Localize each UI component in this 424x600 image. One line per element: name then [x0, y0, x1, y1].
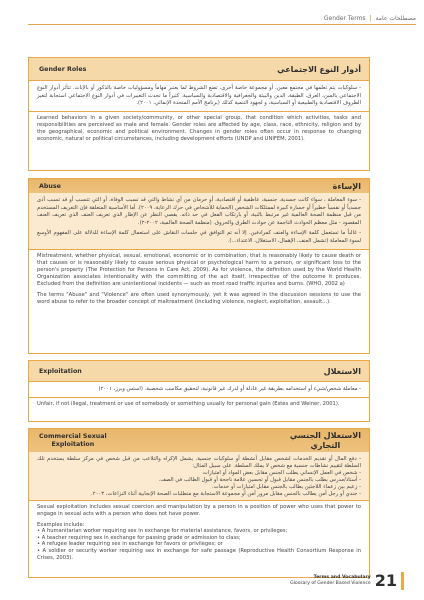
english-definition [29, 501, 369, 564]
list-item-text: A humanitarian worker requiring sex in exchange for material assistance, favors, or privileges; [41, 528, 288, 535]
term-en-title-line: Exploitation [51, 440, 95, 448]
header-divider [28, 24, 416, 25]
footer-title: Terms and Vocabulary [313, 574, 371, 580]
running-header-ar: مصطلحات عامة [375, 15, 416, 22]
english-definition [29, 250, 369, 310]
section-header [29, 58, 369, 81]
footer-text [290, 575, 371, 587]
arabic-list-item: - زعيم بين زعماء اللاجئين يطالب بالجنس مقابل امتيازات أو خدمات. [211, 483, 361, 490]
examples-label: Examples include: [37, 521, 85, 528]
examples-list [37, 528, 361, 561]
arabic-paragraph: - سوء المعاملة ، سواء كانت جسدية، جنسية، عاطفية أو اقتصادية، أو حرمان من أي نشاط والتي قد تسبب الوفاة، أو التي تتسبب أو قد تسبب أذى جسدياً أو نفسياً خطيراً أو خسارة كبيرة لممتلكات الشخص (الحماية للأشخاص في حرك الرعاية، ٢٠٠٩). أما الأساسية المتعلقة فإن التعريف المستخدم من قبل منظمة الصحة العالمية غير مرتبط بالنية، أو بارتكاب الفعل في حد ذاته. يقصي النظر عن الإطار الذي تعريف العنف الذي تعريف العنف المقصود - مثل معظم الحوادث الناجمة عن حوادث الطرق والحروق. (منظمة الصحة العالمية، ٢٠٠٢-٢). [37, 197, 361, 226]
term-en-title-line: Commercial Sexual [39, 433, 107, 440]
list-item-text: A refugee leader requiring sex in exchange for favors or privileges; or [41, 541, 223, 548]
section-header [29, 361, 369, 382]
arabic-definition [29, 452, 369, 500]
section-commercial-sexual-exploitation [28, 428, 370, 578]
term-ar-title: أدوار النوع الاجتماعي [277, 64, 361, 74]
arabic-list-item: - جندي أو رجل أمن يطالب بالجنس مقابل مرور آمن أو مجموعة الاستجابة مع متطلبات الصحة الإنجابية أثناء النزاعات، ٢٠٠٣. [91, 490, 361, 497]
list-item: • A teacher requiring sex in exchange for passing grade or admission to class; [37, 534, 241, 541]
arabic-definition: - سلوكيات يتم تعلمها في مجتمع معين، أو مجموعة خاصة أخرى، تضع الشروط لما يعتبر مهاماً ومسؤوليات خاصة بالذكور أو بالإناث. تتأثر أدوار النوع الاجتماعي بالسن، العرق، الطبقة، الدين والبيئة والجغرافية والاقتصادية والسياسية. كثيراً ما تحدث التغييرات في أدوار النوع الاجتماعي استجابة لتغير الظروف الاقتصادية والطبيعية أو السياسية، و لجهود التنمية كذلك (برنامج الأمم المتحدة الإنمائي، ٢٠٠١). [37, 85, 361, 107]
term-en-title [39, 433, 107, 448]
footer-subtitle: Glossary of Gender Based Violence [290, 580, 371, 586]
term-en-title: Abuse [39, 182, 61, 190]
arabic-definition [29, 193, 369, 249]
english-paragraph: Mistreatment, whether physical, sexual, emotional, economic or in combination, that is reasonably likely to cause death or that causes or is reasonably likely to cause serious physical or psychological harm to a person, or significant loss to the person's property (The Protection for Persons in Care Act, 2009). As for violence, the definition used by the World Health Organization associates intentionality with the committing of the act itself, irrespective of the outcome it produces. Excluded from the definition are unintentional incidents — such as most road traffic injuries and burns. (WHO, 2002 a) [37, 252, 361, 287]
section-abuse [28, 178, 370, 354]
arabic-list-item: - أستاذ/مدرس يطلب بالجنس مقابل قبول أو تحسين علامة ناجحة أو قبول الطالب في الصف. [158, 476, 361, 483]
running-header-en: Gender Terms [323, 15, 366, 22]
english-definition: Learned behaviors in a given society/community, or other special group, that condition which activities, tasks and responsibilities are perceived as male and female. Gender roles are affected by age, class, race, ethnicity, religion and by the geographical, economic and political environment. Changes in gender roles often occur in response to changing economic, natural or political circumstances, including development efforts (UNDP and UNIFEM, 2001). [37, 114, 361, 143]
list-item: • A humanitarian worker requiring sex in exchange for material assistance, favors, or privileges; [37, 528, 288, 535]
term-ar-title-line: الاستغلال الجنسي [289, 431, 361, 440]
term-ar-title: الاستغلال [323, 366, 361, 376]
arabic-list-item: - شخص في العمل الإنساني يطلب الجنس مقابل بعض المواد أو امتيازات [202, 469, 361, 476]
header-separator: | [369, 15, 372, 22]
list-item: • A refugee leader requiring sex in exchange for favors or privileges; or [37, 541, 223, 548]
running-header [324, 15, 416, 22]
page-number: 21 [374, 571, 397, 590]
english-definition: Unfair, if not illegal, treatment or use of somebody or something usually for personal gain (Estes and Weiner, 2001). [37, 400, 340, 407]
english-paragraph: The terms "Abuse" and "Violence" are often used synonymously, yet it was agreed in the discussion sessions to use the word abuse to refer to the broader concept of maltreatment (including violence, neglect, exploitation, assault...). [37, 292, 361, 306]
term-ar-title-line: التجاري [310, 440, 341, 450]
section-gender-roles [28, 57, 370, 171]
term-ar-title: الإساءة [332, 181, 361, 191]
section-header [29, 179, 369, 193]
arabic-definition: - معاملة شخص/شيء أو استخدامه بطريقة غير عادلة أو لدرك غير قانونية، لتحقيق مكاسب شخصية. (استس ويرز، ٢٠٠١) [98, 386, 361, 392]
section-exploitation [28, 360, 370, 422]
page-footer [290, 571, 404, 590]
list-item-text: A teacher requiring sex in exchange for passing grade or admission to class; [41, 534, 241, 541]
term-en-title: Gender Roles [39, 65, 87, 73]
english-paragraph: Sexual exploitation includes sexual coercion and manipulation by a person in a position of power who uses that power to engage in sexual acts with a person who does not have power. [37, 504, 361, 518]
term-en-title: Exploitation [39, 367, 82, 375]
list-item: • A soldier or security worker requiring sex in exchange for safe passage (Reproductive Health Consortium Response in Crises, 2003). [37, 548, 361, 561]
arabic-paragraph: - غالباً ما تستعمل كلمة الإساءة والعنف كمرادفين. إلا أنه تم التوافق في جلسات النقاش على استعمال كلمة الإساءة للدلالة على المفهوم الأوسع لسوء المعاملة (تشمل العنف، الإهمال، الاستغلال، الاعتداء...). [37, 230, 361, 244]
list-item-text: A soldier or security worker requiring sex in exchange for safe passage (Reproductive Health Consortium Response in Crises, 2003). [37, 548, 361, 561]
term-ar-title [290, 431, 361, 450]
section-header [29, 429, 369, 452]
arabic-paragraph: - دفع المال أو تقديم الخدمات لشخص مقابل أنشطة أو سلوكيات جنسية. يشمل الإكراه والتلاعب من قبل شخص في مركز سلطة يستخدم تلك السلطة لتقييم نشاطات جنسية مع شخص لا يملك السلطة. على سبيل المثال: [37, 456, 361, 469]
page-number-bar [401, 572, 404, 590]
